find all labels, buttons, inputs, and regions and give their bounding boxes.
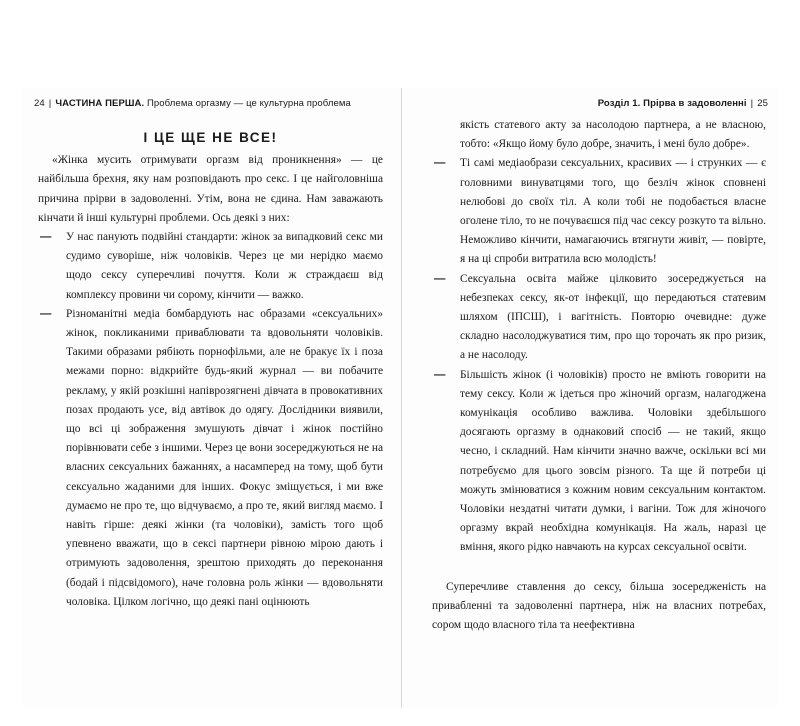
chapter-label: Розділ 1.: [597, 98, 641, 109]
list-item: [432, 366, 766, 558]
list-item-text: Різноманітні медіа бомбардують нас образами «сексуальних» жінок, покликаними приваблювати та вдовольняти чоловіків. Такими образами рябіють порнофільми, але не бракує їх і поза межами порно: відкрийте будь-який журнал — ви побачите рекламу, у якій розкішні напіврозягнені дівчата в провокативних позах продають усе, від автівок до одягу. Дослідники виявили, що всі ці зображення змушують дівчат і жінок постійно порівнювати себе з іншими. Через це вони зосереджуються не на власних сексуальних бажаннях, а насамперед на тому, щоб бути сексуально жаданими для інших. Фокус зміщується, і ми вже думаємо не про те, що відчуваємо, а про те, який вигляд маємо. І навіть гірше: деякі жінки (та чоловіки), замість того щоб упевнено вважати, що в сексі партнери рівною мірою дають і отримують задоволення, зрештою приходять до переконання (бодай і підсвідомого), наче головна роль жінки — вдовольняти чоловіка. Цілком логічно, що деякі пані оцінюють: [66, 307, 383, 608]
dash-bullet-icon: —: [434, 272, 446, 285]
left-page: [22, 88, 402, 708]
continued-list-text: якість статевого акту за насолодою партнера, а не власною, тобто: «Якщо йому було добре, значить, і мені було добре».: [460, 119, 766, 151]
page-number-right: 25: [757, 98, 768, 109]
list-item: [38, 228, 383, 305]
dash-bullet-icon: —: [434, 157, 446, 170]
list-item: [432, 270, 766, 366]
intro-paragraph: «Жінка мусить отримувати оргазм від проникнення» — це найбільша брехня, яку нам розповідають про секс. І це найголовніша причина прірви в задоволенні. Утім, вона не єдина. Нам заважають кінчати й інші культурні проблеми. Ось деякі з них:: [38, 154, 383, 224]
dash-bullet-icon: —: [40, 307, 52, 320]
list-item-text: Сексуальна освіта майже цілковито зосереджується на небезпеках сексу, як-от інфекції, що передаються статевим шляхом (ІПСШ), і вагітність. Повторю очевидне: дуже складно насолоджуватися тим, про що торочать як про ризик, а не насолоду.: [460, 272, 766, 362]
right-page-header: Розділ 1. Прірва в задоволенні | 25: [597, 98, 768, 109]
right-page-body: [432, 116, 766, 635]
right-page: [402, 88, 778, 708]
left-page-body: [38, 118, 383, 612]
chapter-title: Прірва в задоволенні: [643, 98, 747, 109]
dash-bullet-icon: —: [434, 368, 446, 381]
paragraph-gap: [432, 558, 766, 578]
left-page-header: 24 | ЧАСТИНА ПЕРША. Проблема оргазму — це культурна проблема: [34, 98, 351, 109]
dash-bullet-icon: —: [40, 231, 52, 244]
list-item-text: У нас панують подвійні стандарти: жінок за випадковий секс ми судимо суворіше, ніж чоловіків. Через це ми нерідко маємо щодо сексу суперечливі почуття. Коли ж страждаєш від комплексу провини чи сорому, кінчити — важко.: [66, 231, 383, 301]
list-item: [38, 305, 383, 612]
closing-paragraph: Суперечливе ставлення до сексу, більша зосередженість на привабленні та задоволенні партнера, ніж на власних потребах, сором щодо власного тіла та неефективна: [432, 580, 766, 632]
list-item-text: Ті самі медіаобрази сексуальних, красивих — і струнких — є головними винуватцями того, що безліч жінок сповнені нелюбові до своїх тіл. А коли тобі не подобається власне оголене тіло, то не почуваєшся під час сексу розкуто та вільно. Неможливо кінчити, намагаючись втягнути живіт, — повірте, я на ці спроби витратила всю молодість!: [460, 157, 766, 266]
section-title: І ЦЕ ЩЕ НЕ ВСЕ!: [143, 130, 278, 145]
part-subtitle: Проблема оргазму — це культурна проблема: [146, 98, 351, 109]
list-item-text: Більшість жінок (і чоловіків) просто не вміють говорити на тему сексу. Коли ж ідеться про жіночий оргазм, налагоджена комунікація особливо важлива. Чоловіки здебільшого досягають оргазму в однаковий спосіб — не такий, якщо чесно, і складний. Нам кінчити значно важче, оскільки всі ми потребуємо для цього зовсім різного. Та ще й потреби ці можуть змінюватися з кожним новим сексуальним контактом. Чоловіки нездатні читати думки, і вагіни. Тож для жіночого оргазму вкрай необхідна комунікація. На жаль, наразі це вміння, якого рідко навчають на курсах сексуальної освіти.: [460, 368, 766, 554]
list-item: [432, 154, 766, 269]
part-title: ЧАСТИНА ПЕРША.: [55, 98, 145, 109]
page-number-left: 24: [34, 98, 45, 109]
